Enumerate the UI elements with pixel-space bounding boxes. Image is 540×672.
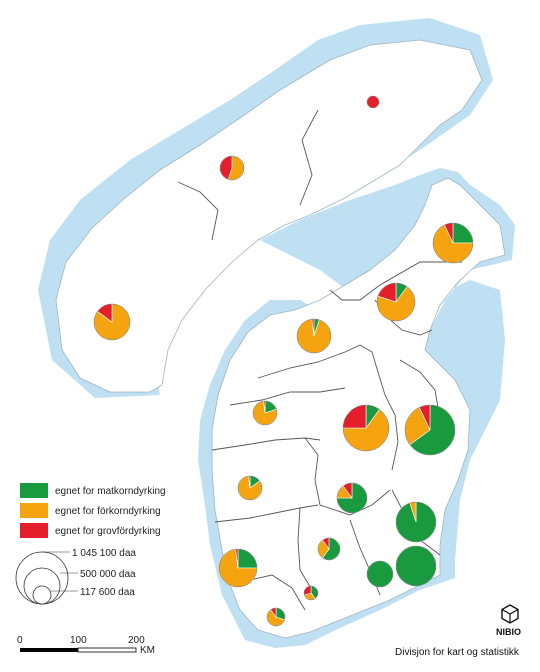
pie-hordaland xyxy=(238,476,262,500)
pie-oppland xyxy=(343,405,389,451)
pie-more-og-romsdal xyxy=(297,319,331,353)
size-label-large: 1 045 100 daa xyxy=(72,548,136,559)
size-label-small: 117 600 daa xyxy=(80,587,135,598)
scale-bar-segment-1 xyxy=(20,648,78,652)
size-label-medium: 500 000 daa xyxy=(80,569,136,580)
pie-akershus xyxy=(396,502,436,542)
legend-swatch-matkorn xyxy=(20,483,48,498)
scale-tick-0: 0 xyxy=(17,635,23,646)
scale-tick-200: 200 xyxy=(128,635,145,646)
size-circle-large xyxy=(16,552,68,604)
pie-vest-agder xyxy=(267,608,285,626)
pie-rogaland xyxy=(219,549,257,587)
pie-troms xyxy=(220,156,244,180)
size-circle-small xyxy=(33,586,51,604)
pie-trondelag-nord xyxy=(433,223,473,263)
nibio-logo-text: NIBIO xyxy=(496,627,522,637)
legend xyxy=(16,483,166,604)
credit-text: Divisjon for kart og statistikk xyxy=(395,647,519,658)
pie-telemark xyxy=(318,538,340,560)
pie-hedmark xyxy=(405,405,455,455)
scale-bar-segment-2 xyxy=(78,648,136,652)
pie-aust-agder xyxy=(304,586,318,600)
pie-trondelag-sor xyxy=(377,283,415,321)
legend-label-matkorn: egnet for matkorndyrking xyxy=(55,486,166,497)
pie-vestfold xyxy=(367,561,393,587)
pie-ostfold xyxy=(396,546,436,586)
pie-nordland xyxy=(94,304,130,340)
pie-buskerud xyxy=(337,483,367,513)
nibio-logo-icon xyxy=(502,605,518,623)
legend-label-grovfor: egnet for grovfördyrking xyxy=(55,526,161,537)
legend-swatch-grovfor xyxy=(20,523,48,538)
legend-swatch-forkorn xyxy=(20,503,48,518)
nibio-logo xyxy=(496,605,521,637)
legend-label-forkorn: egnet for förkorndyrking xyxy=(55,506,161,517)
scale-bar xyxy=(17,635,155,656)
scale-unit: KM xyxy=(140,645,155,656)
pie-finnmark xyxy=(367,96,379,108)
scale-tick-100: 100 xyxy=(70,635,87,646)
pie-sogn-og-fjordane xyxy=(253,401,277,425)
